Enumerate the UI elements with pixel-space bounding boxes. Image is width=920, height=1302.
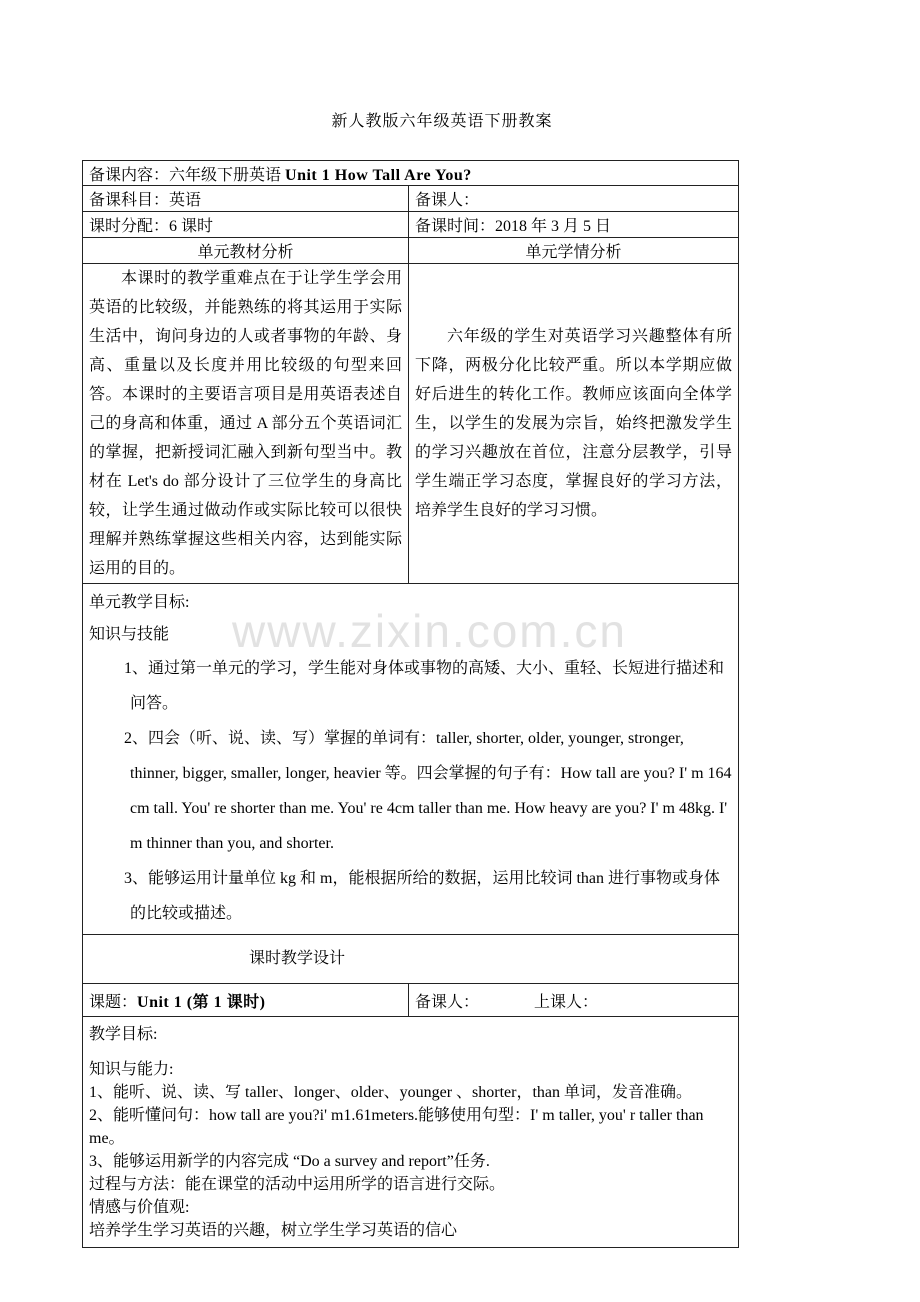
teaching-objectives-title: 教学目标: [89, 1025, 158, 1043]
row-teaching-objectives [83, 1017, 739, 1248]
unit-goal-item-1: 1、通过第一单元的学习，学生能对身体或事物的高矮、大小、重轻、长短进行描述和问答。 [124, 660, 725, 712]
lesson-plan-table [82, 160, 739, 1248]
lesson-topic-cell [83, 984, 409, 1017]
prep-time-cell: 备课时间：2018 年 3 月 5 日 [409, 212, 739, 238]
lesson-topic-label: 课题： [89, 993, 138, 1011]
unit-goal-item-2: 2、四会（听、说、读、写）掌握的单词有：taller, shorter, older, younger, stronger, thinner, bigger, smaller, longer, heavier 等。四会掌握的句子有：How tall are you? I' m 164 cm tall. You' re shorter than me. You' re 4cm taller than me. How heavy are you? I' m 48kg. I' m thinner than you, and shorter. [124, 730, 732, 852]
prep-content-label: 备课内容：六年级下册英语 [89, 166, 286, 184]
lesson-design-section-cell [83, 935, 739, 984]
material-analysis-cell [83, 264, 409, 584]
objective-line-2: 1、能听、说、读、写 taller、longer、older、younger 、shorter，than 单词，发音准确。 [89, 1083, 693, 1101]
objective-line-4: 3、能够运用新学的内容完成 “Do a survey and report”任务. [89, 1152, 490, 1170]
unit-goals-title: 单元教学目标: [89, 594, 190, 611]
unit-goals-cell [83, 584, 739, 935]
prep-content-unit-title: Unit 1 How Tall Are You? [285, 166, 472, 184]
row-subject-planner [83, 186, 739, 212]
student-analysis-header: 单元学情分析 [409, 238, 739, 264]
row-analysis-headers [83, 238, 739, 264]
student-analysis-text: 六年级的学生对英语学习兴趣整体有所下降，两极分化比较严重。所以本学期应做好后进生的转化工作。教师应该面向全体学生，以学生的发展为宗旨，始终把激发学生的学习兴趣放在首位，注意分层教学，引导学生端正学习态度，掌握良好的学习方法，培养学生良好的学习习惯。 [415, 328, 732, 519]
objective-line-5: 过程与方法：能在课堂的活动中运用所学的语言进行交际。 [89, 1175, 506, 1193]
row-section-title [83, 935, 739, 984]
row-analysis-body [83, 264, 739, 584]
lesson-planner-label: 备课人： [415, 993, 480, 1011]
objective-line-3: 2、能听懂问句：how tall are you?i' m1.61meters.能够使用句型：I' m taller, you' r taller than me。 [89, 1106, 704, 1147]
lesson-people-cell [409, 984, 739, 1017]
student-analysis-cell [409, 264, 739, 584]
unit-goals-subtitle: 知识与技能 [89, 626, 170, 643]
objective-line-1: 知识与能力: [89, 1060, 174, 1078]
prep-content-cell [83, 161, 739, 186]
teaching-objectives-cell [83, 1017, 739, 1248]
prep-planner-cell: 备课人： [409, 186, 739, 212]
row-periods-time [83, 212, 739, 238]
lesson-teacher-label: 上课人： [534, 993, 599, 1011]
objective-line-7: 培养学生学习英语的兴趣，树立学生学习英语的信心 [89, 1221, 458, 1239]
prep-periods-cell: 课时分配：6 课时 [83, 212, 409, 238]
lesson-topic-value: Unit 1 (第 1 课时) [137, 993, 266, 1011]
row-prep-content [83, 161, 739, 186]
watermark: www.zixin.com.cn [232, 605, 627, 657]
page-title: 新人教版六年级英语下册教案 [331, 113, 553, 130]
row-unit-goals [83, 584, 739, 935]
unit-goal-item-3: 3、能够运用计量单位 kg 和 m，能根据所给的数据，运用比较词 than 进行事物或身体的比较或描述。 [124, 870, 720, 922]
objective-line-6: 情感与价值观: [89, 1198, 190, 1216]
row-lesson-info [83, 984, 739, 1017]
lesson-design-section-title: 课时教学设计 [249, 950, 346, 967]
material-analysis-text: 本课时的教学重难点在于让学生学会用英语的比较级，并能熟练的将其运用于实际生活中，询问身边的人或者事物的年龄、身高、重量以及长度并用比较级的句型来回答。本课时的主要语言项目是用英语表述自己的身高和体重，通过 A 部分五个英语词汇的掌握，把新授词汇融入到新句型当中。教材在 Let's do 部分设计了三位学生的身高比较，让学生通过做动作或实际比较可以很快理解并熟练掌握这些相关内容，达到能实际运用的目的。 [89, 270, 402, 577]
prep-subject-cell: 备课科目：英语 [83, 186, 409, 212]
material-analysis-header: 单元教材分析 [83, 238, 409, 264]
